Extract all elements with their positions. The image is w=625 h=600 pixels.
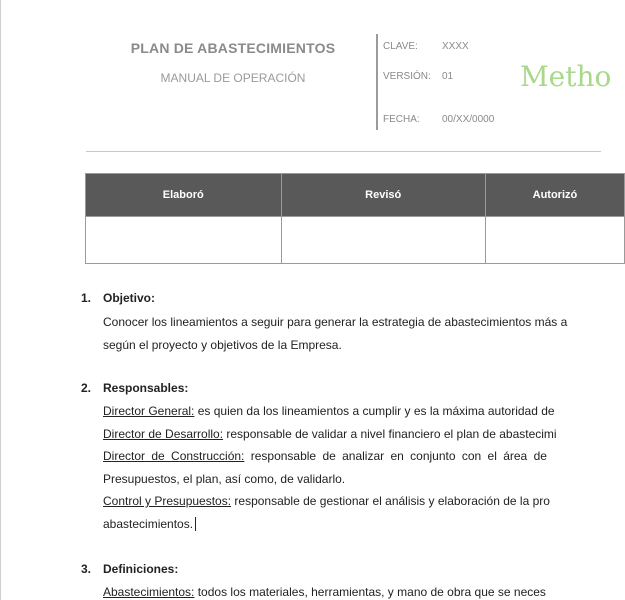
version-value: 01 [442,71,454,82]
document-title: PLAN DE ABASTECIMIENTOS [130,40,336,56]
text-cursor [195,517,196,531]
desc-abastecimientos: todos los materiales, herramientas, y mano de obra que se neces [194,585,546,599]
desc-control-cont: abastecimientos. [103,517,194,531]
term-director-general: Director General: [103,404,195,418]
clave-value: XXXX [442,41,469,52]
responsable-control-presupuestos [103,494,550,508]
section-2-title: Responsables: [103,381,189,395]
term-abastecimientos: Abastecimientos: [103,585,195,599]
desc-director-construccion: responsable de analizar en conjunto con el área de [244,449,547,463]
reviso-cell[interactable] [281,217,485,264]
term-director-desarrollo: Director de Desarrollo: [103,427,224,441]
autorizo-cell[interactable] [485,217,624,264]
section-3-number: 3. [81,562,92,576]
signature-table [85,173,625,264]
section-3-title: Definiciones: [103,562,179,576]
desc-construccion-cont: Presupuestos, el plan, así como, de validarlo. [103,472,346,486]
clave-label: CLAVE: [383,41,418,52]
term-director-construccion: Director de Construcción: [103,449,245,463]
reviso-header: Revisó [281,174,485,217]
elaboro-cell[interactable] [86,217,282,264]
objective-line-1: Conocer los lineamientos a seguir para generar la estrategia de abastecimientos más a [103,315,568,329]
responsable-director-desarrollo [103,427,557,441]
responsable-director-general [103,404,555,418]
section-1-number: 1. [81,291,92,305]
fecha-label: FECHA: [383,114,420,125]
elaboro-header: Elaboró [86,174,282,217]
header-separator [86,151,601,152]
desc-director-general: es quien da los lineamientos a cumplir y es la máxima autoridad de [194,404,555,418]
header-divider [376,34,378,130]
desc-director-desarrollo: responsable de validar a nivel financiero el plan de abastecimi [223,427,557,441]
autorizo-header: Autorizó [485,174,624,217]
version-label: VERSIÓN: [383,71,431,82]
definicion-abastecimientos [103,585,546,599]
objective-line-2: según el proyecto y objetivos de la Empresa. [103,338,342,352]
desc-control-presupuestos: responsable de gestionar el análisis y elaboración de la pro [231,494,550,508]
fecha-value: 00/XX/0000 [442,114,495,125]
document-header [0,0,612,140]
document-subtitle: MANUAL DE OPERACIÓN [160,71,306,85]
responsable-director-construccion [103,449,547,463]
term-control-presupuestos: Control y Presupuestos: [103,494,232,508]
responsable-control-cont [103,517,196,531]
section-2-number: 2. [81,381,92,395]
company-logo: Metho [520,60,612,93]
responsable-construccion-cont [103,472,345,486]
section-1-title: Objetivo: [103,291,156,305]
